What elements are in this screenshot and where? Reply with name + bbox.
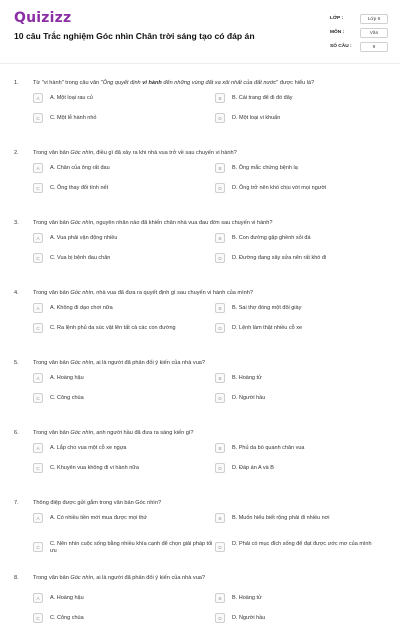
- option-letter-box[interactable]: D: [215, 542, 225, 552]
- question-text-part: , anh người hầu đã đưa ra sáng kiến gì?: [93, 430, 194, 436]
- question-text: [33, 220, 388, 226]
- option-text: B. Hoàng tử: [232, 595, 262, 601]
- option-letter-box[interactable]: C: [33, 323, 43, 333]
- option-letter-box[interactable]: C: [33, 393, 43, 403]
- question-text: [33, 150, 388, 156]
- question-text-part: Trong văn bản: [33, 575, 71, 581]
- question-number: 6.: [14, 430, 19, 436]
- question-text: [33, 500, 388, 506]
- question-text-title: Góc nhìn: [70, 220, 94, 226]
- question-number: 5.: [14, 360, 19, 366]
- option-letter-box[interactable]: C: [33, 253, 43, 263]
- question-text-part: " được hiểu là?: [276, 80, 315, 86]
- option-text: D. Một loại vi khuẩn: [232, 115, 281, 121]
- question-text-emphasis: vi hành: [142, 80, 162, 86]
- meta-value-subject: Văn: [360, 28, 388, 38]
- question-text-part: , ai là người đã phản đối ý kiến của nhà vua?: [93, 575, 206, 581]
- question-number: 4.: [14, 290, 19, 296]
- question-text-title: Góc nhìn: [70, 150, 94, 156]
- option-text: B. Ông mắc chứng bệnh lạ: [232, 165, 298, 171]
- option-text: C. Nên nhìn cuộc sống bằng nhiều khía cạnh để chọn giải pháp tối ưu: [50, 541, 213, 554]
- question-text-part: Từ "vi hành" trong câu văn ": [33, 80, 103, 86]
- option-letter-box[interactable]: D: [215, 323, 225, 333]
- worksheet-meta: [330, 14, 390, 56]
- question-text-part: , ai là người đã phản đối ý kiến của nhà vua?: [93, 360, 206, 366]
- option-letter-box[interactable]: B: [215, 513, 225, 523]
- question-text-quote: Ông quyết định: [102, 80, 143, 86]
- option-text: D. Người hầu: [232, 395, 266, 401]
- header-divider: [0, 63, 400, 64]
- option-letter-box[interactable]: A: [33, 373, 43, 383]
- question-text-title: Góc nhìn: [70, 430, 94, 436]
- question-text-part: , điều gì đã xảy ra khi nhà vua trở về sau chuyến vi hành?: [93, 150, 237, 156]
- option-text: D. Người hầu: [232, 615, 266, 621]
- question-text-part: , nhà vua đã đưa ra quyết định gì sau chuyến vi hành của mình?: [93, 290, 253, 296]
- option-text: B. Con đường gập ghềnh sỏi đá: [232, 235, 311, 241]
- meta-label-question-count: SỐ CÂU :: [330, 44, 352, 49]
- question-text-title: Góc nhìn: [70, 575, 94, 581]
- question-text-part: Trong văn bản: [33, 360, 71, 366]
- option-letter-box[interactable]: C: [33, 113, 43, 123]
- question-text-quote: đến những vùng đất xa xôi nhất của đất nước: [161, 80, 277, 86]
- option-text: B. Hoàng tử: [232, 375, 262, 381]
- option-letter-box[interactable]: D: [215, 393, 225, 403]
- option-text: A. Không đi dạo chơi nữa: [50, 305, 113, 311]
- option-letter-box[interactable]: B: [215, 303, 225, 313]
- option-text: C. Ra lệnh phủ da súc vật lên tất cả các con đường: [50, 325, 176, 331]
- question-number: 3.: [14, 220, 19, 226]
- option-letter-box[interactable]: B: [215, 443, 225, 453]
- option-text: A. Một loại rau củ: [50, 95, 93, 101]
- question-text-part: Thông điệp được gửi gắm trong văn bản Góc nhìn?: [33, 500, 162, 506]
- option-text: C. Công chúa: [50, 395, 84, 401]
- option-text: D. Ông trở nên khó chịu với mọi người: [232, 185, 327, 191]
- option-letter-box[interactable]: B: [215, 93, 225, 103]
- option-letter-box[interactable]: C: [33, 183, 43, 193]
- question-text-title: Góc nhìn: [70, 290, 94, 296]
- option-letter-box[interactable]: A: [33, 443, 43, 453]
- option-letter-box[interactable]: C: [33, 542, 43, 552]
- question-text: [33, 430, 388, 436]
- option-letter-box[interactable]: D: [215, 253, 225, 263]
- option-letter-box[interactable]: B: [215, 163, 225, 173]
- option-text: D. Đường đang xây sửa nên rất khó đi: [232, 255, 327, 261]
- option-letter-box[interactable]: B: [215, 233, 225, 243]
- option-letter-box[interactable]: D: [215, 113, 225, 123]
- question-text: [33, 80, 388, 86]
- option-text: B. Muốn hiểu biết rộng phải đi nhiều nơi: [232, 515, 330, 521]
- option-letter-box[interactable]: C: [33, 613, 43, 623]
- option-letter-box[interactable]: A: [33, 513, 43, 523]
- option-text: C. Khuyên vua không đi vi hành nữa: [50, 465, 139, 471]
- option-text: D. Phải có mục đích sống để đạt được ước mơ của mình: [232, 541, 372, 547]
- option-text: C. Một lễ hành nhỏ: [50, 115, 97, 121]
- meta-row-question-count: [330, 42, 390, 56]
- question-text: [33, 290, 388, 296]
- option-letter-box[interactable]: A: [33, 93, 43, 103]
- question-text-part: Trong văn bản: [33, 430, 71, 436]
- option-text: B. Phủ da bò quanh chân vua: [232, 445, 305, 451]
- question-text-part: , nguyên nhân nào đã khiến chân nhà vua đau đớn sau chuyến vi hành?: [93, 220, 273, 226]
- worksheet-title: 10 câu Trắc nghiệm Góc nhìn Chân trời sáng tạo có đáp án: [14, 31, 255, 41]
- option-letter-box[interactable]: A: [33, 303, 43, 313]
- meta-row-subject: [330, 28, 390, 42]
- option-letter-box[interactable]: A: [33, 233, 43, 243]
- option-text: A. Lắp cho vua một cỗ xe ngựa: [50, 445, 127, 451]
- option-text: C. Ông thay đổi tính nết: [50, 185, 109, 191]
- option-letter-box[interactable]: D: [215, 183, 225, 193]
- question-number: 2.: [14, 150, 19, 156]
- question-number: 7.: [14, 500, 19, 506]
- option-letter-box[interactable]: D: [215, 613, 225, 623]
- option-letter-box[interactable]: A: [33, 163, 43, 173]
- quizizz-logo[interactable]: Quizizz: [14, 10, 72, 26]
- meta-label-subject: MÔN :: [330, 30, 345, 35]
- option-letter-box[interactable]: B: [215, 373, 225, 383]
- meta-value-class: Lớp 6: [360, 14, 388, 24]
- meta-row-class: [330, 14, 390, 28]
- option-text: C. Công chúa: [50, 615, 84, 621]
- option-letter-box[interactable]: A: [33, 593, 43, 603]
- option-letter-box[interactable]: D: [215, 463, 225, 473]
- option-text: A. Hoàng hậu: [50, 375, 84, 381]
- meta-value-question-count: 9: [360, 42, 388, 52]
- option-text: A. Chân của ông rất đau: [50, 165, 110, 171]
- option-text: A. Có nhiều tiền mới mua được mọi thứ: [50, 515, 148, 521]
- option-text: D. Lệnh làm thật nhiều cỗ xe: [232, 325, 303, 331]
- question-text-part: Trong văn bản: [33, 220, 71, 226]
- question-number: 8.: [14, 575, 19, 581]
- question-text-part: Trong văn bản: [33, 290, 71, 296]
- option-text: B. Sai thợ đóng một đôi giày: [232, 305, 302, 311]
- question-text-part: Trong văn bản: [33, 150, 71, 156]
- worksheet-header: [0, 0, 400, 62]
- question-number: 1.: [14, 80, 19, 86]
- question-text: [33, 575, 388, 581]
- option-text: D. Đáp án A và B: [232, 465, 274, 471]
- question-text-title: Góc nhìn: [70, 360, 94, 366]
- option-text: C. Vua bị bệnh đau chân: [50, 255, 111, 261]
- question-text: [33, 360, 388, 366]
- option-text: A. Vua phải vận động nhiều: [50, 235, 118, 241]
- option-text: B. Cái trang để đi đó đây: [232, 95, 293, 101]
- meta-label-class: LỚP :: [330, 16, 344, 21]
- option-letter-box[interactable]: C: [33, 463, 43, 473]
- option-letter-box[interactable]: B: [215, 593, 225, 603]
- option-text: A. Hoàng hậu: [50, 595, 84, 601]
